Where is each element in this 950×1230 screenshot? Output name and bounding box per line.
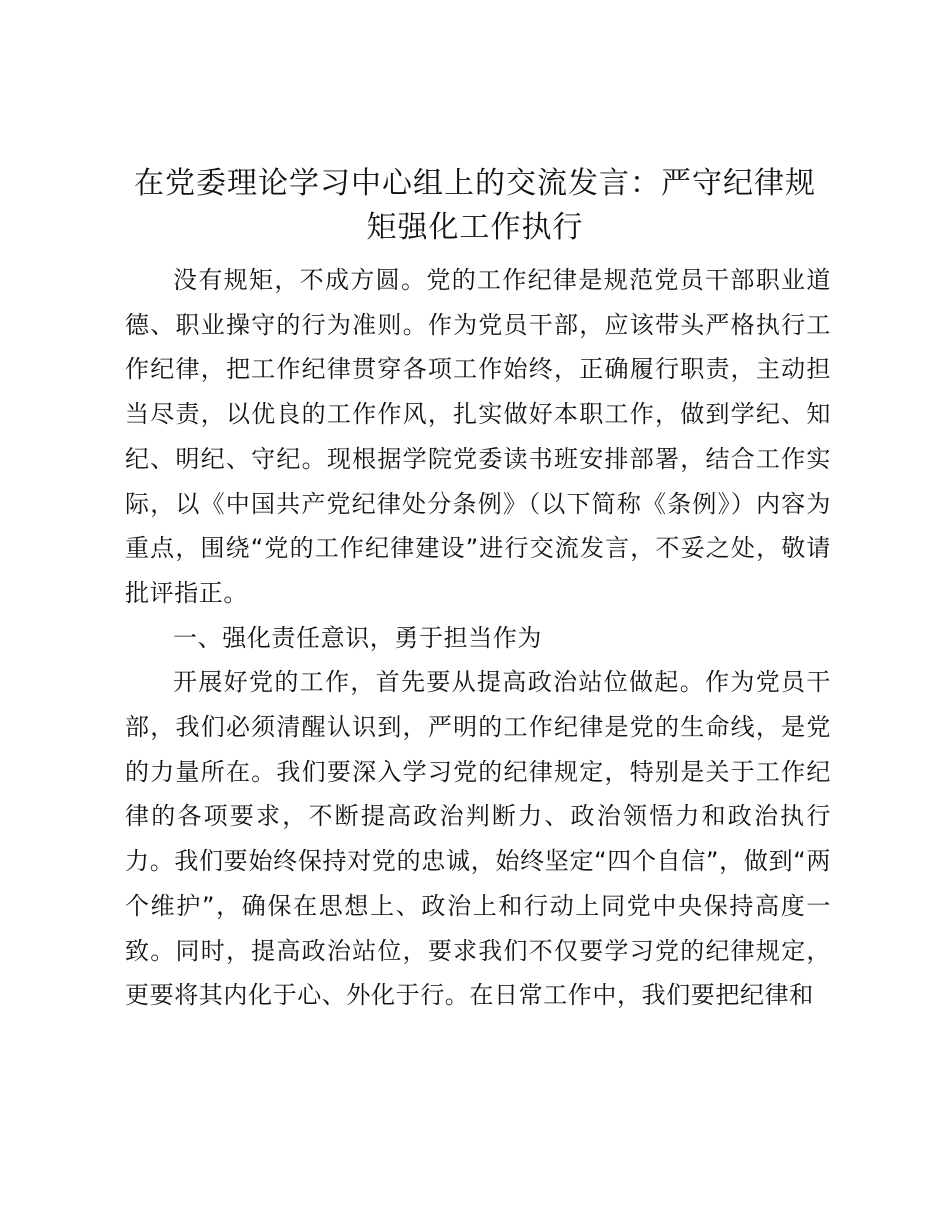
intro-paragraph: 没有规矩，不成方圆。党的工作纪律是规范党员干部职业道德、职业操守的行为准则。作为党员干部，应该带头严格执行工作纪律，把工作纪律贯穿各项工作始终，正确履行职责，主动担当尽责，以优良的工作作风，扎实做好本职工作，做到学纪、知纪、明纪、守纪。现根据学院党委读书班安排部署，结合工作实际，以《中国共产党纪律处分条例》（以下简称《条例》）内容为重点，围绕“党的工作纪律建设”进行交流发言，不妥之处，敬请批评指正。	[125, 266, 831, 607]
document-body	[125, 258, 831, 1018]
section-heading: 一、强化责任意识，勇于担当作为	[173, 623, 542, 652]
section-paragraph: 开展好党的工作，首先要从提高政治站位做起。作为党员干部，我们必须清醒认识到，严明的工作纪律是党的生命线，是党的力量所在。我们要深入学习党的纪律规定，特别是关于工作纪律的各项要求，不断提高政治判断力、政治领悟力和政治执行力。我们要始终保持对党的忠诚，始终坚定“四个自信”，做到“两个维护”，确保在思想上、政治上和行动上同党中央保持高度一致。同时，提高政治站位，要求我们不仅要学习党的纪律规定，更要将其内化于心、外化于行。在日常工作中，我们要把纪律和	[125, 668, 831, 1010]
document-title: 在党委理论学习中心组上的交流发言：严守纪律规矩强化工作执行	[134, 166, 816, 245]
